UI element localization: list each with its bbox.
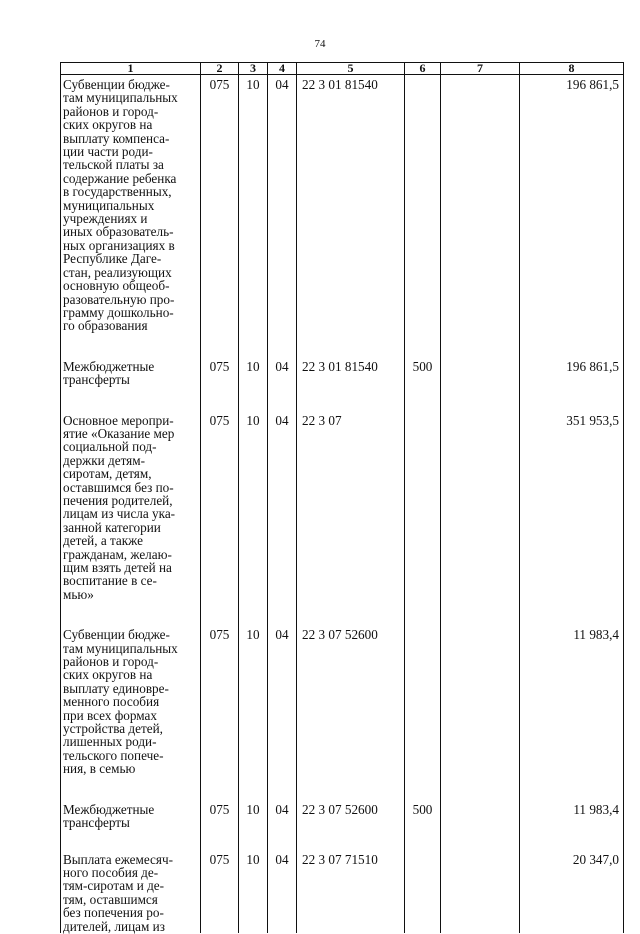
row-subsection: 04 — [268, 800, 297, 850]
row-ministry-code: 075 — [201, 625, 239, 799]
row-subsection: 04 — [268, 625, 297, 799]
row-ministry-code: 075 — [201, 75, 239, 357]
row-ministry-code: 075 — [201, 357, 239, 411]
row-name: Основное меропри- ятие «Оказание мер социальной под- держки детям- сиротам, детям, оставшимся без по- печения родителей, лицам из числа ука- занной категории детей, а также гражданам, желаю- щим взять детей на воспитание в се- мью» — [61, 411, 201, 626]
row-name: Межбюджетные трансферты — [61, 800, 201, 850]
row-amount: 196 861,5 — [520, 357, 624, 411]
header-col-6: 6 — [405, 63, 441, 75]
row-amount: 351 953,5 — [520, 411, 624, 626]
row-expense-type: 500 — [405, 800, 441, 850]
row-target-code: 22 3 01 81540 — [297, 357, 405, 411]
table-row — [61, 800, 624, 850]
row-subsection: 04 — [268, 850, 297, 933]
header-col-2: 2 — [201, 63, 239, 75]
table-row — [61, 357, 624, 411]
row-col7 — [441, 850, 520, 933]
row-subsection: 04 — [268, 357, 297, 411]
row-section: 10 — [239, 411, 268, 626]
row-amount: 196 861,5 — [520, 75, 624, 357]
row-name: Выплата ежемесяч- ного пособия де- тям-сиротам и де- тям, оставшимся без попечения ро- дителей, лицам из — [61, 850, 201, 933]
header-col-1: 1 — [61, 63, 201, 75]
budget-table — [60, 62, 624, 933]
page-number: 74 — [314, 38, 326, 50]
table-row — [61, 411, 624, 626]
row-target-code: 22 3 07 — [297, 411, 405, 626]
row-name: Субвенции бюдже- там муниципальных районов и город- ских округов на выплату единовре- менного пособия при всех формах устройства детей, лишенных роди- тельского попече- ния, в семью — [61, 625, 201, 799]
row-target-code: 22 3 01 81540 — [297, 75, 405, 357]
row-amount: 11 983,4 — [520, 625, 624, 799]
row-name: Межбюджетные трансферты — [61, 357, 201, 411]
row-target-code: 22 3 07 52600 — [297, 625, 405, 799]
row-expense-type — [405, 625, 441, 799]
row-amount: 11 983,4 — [520, 800, 624, 850]
row-section: 10 — [239, 800, 268, 850]
header-row — [61, 63, 624, 75]
row-col7 — [441, 75, 520, 357]
row-section: 10 — [239, 75, 268, 357]
row-name: Субвенции бюдже- там муниципальных районов и город- ских округов на выплату компенса- ции части роди- тельской платы за содержание ребенка в государственных, муниципальных учреждениях и иных образователь- ных организациях в Республике Даге- стан, реализующих основную общеоб- разовательную про- грамму дошкольно- го образования — [61, 75, 201, 357]
row-ministry-code: 075 — [201, 800, 239, 850]
row-amount: 20 347,0 — [520, 850, 624, 933]
row-section: 10 — [239, 850, 268, 933]
header-col-5: 5 — [297, 63, 405, 75]
header-col-3: 3 — [239, 63, 268, 75]
header-col-8: 8 — [520, 63, 624, 75]
row-expense-type — [405, 411, 441, 626]
row-expense-type — [405, 75, 441, 357]
row-col7 — [441, 357, 520, 411]
table-row — [61, 75, 624, 357]
row-section: 10 — [239, 357, 268, 411]
row-expense-type: 500 — [405, 357, 441, 411]
row-expense-type — [405, 850, 441, 933]
row-col7 — [441, 625, 520, 799]
header-col-7: 7 — [441, 63, 520, 75]
row-subsection: 04 — [268, 75, 297, 357]
row-target-code: 22 3 07 71510 — [297, 850, 405, 933]
row-subsection: 04 — [268, 411, 297, 626]
row-col7 — [441, 411, 520, 626]
row-target-code: 22 3 07 52600 — [297, 800, 405, 850]
table-row — [61, 625, 624, 799]
row-section: 10 — [239, 625, 268, 799]
table-row — [61, 850, 624, 933]
row-col7 — [441, 800, 520, 850]
row-ministry-code: 075 — [201, 850, 239, 933]
header-col-4: 4 — [268, 63, 297, 75]
row-ministry-code: 075 — [201, 411, 239, 626]
